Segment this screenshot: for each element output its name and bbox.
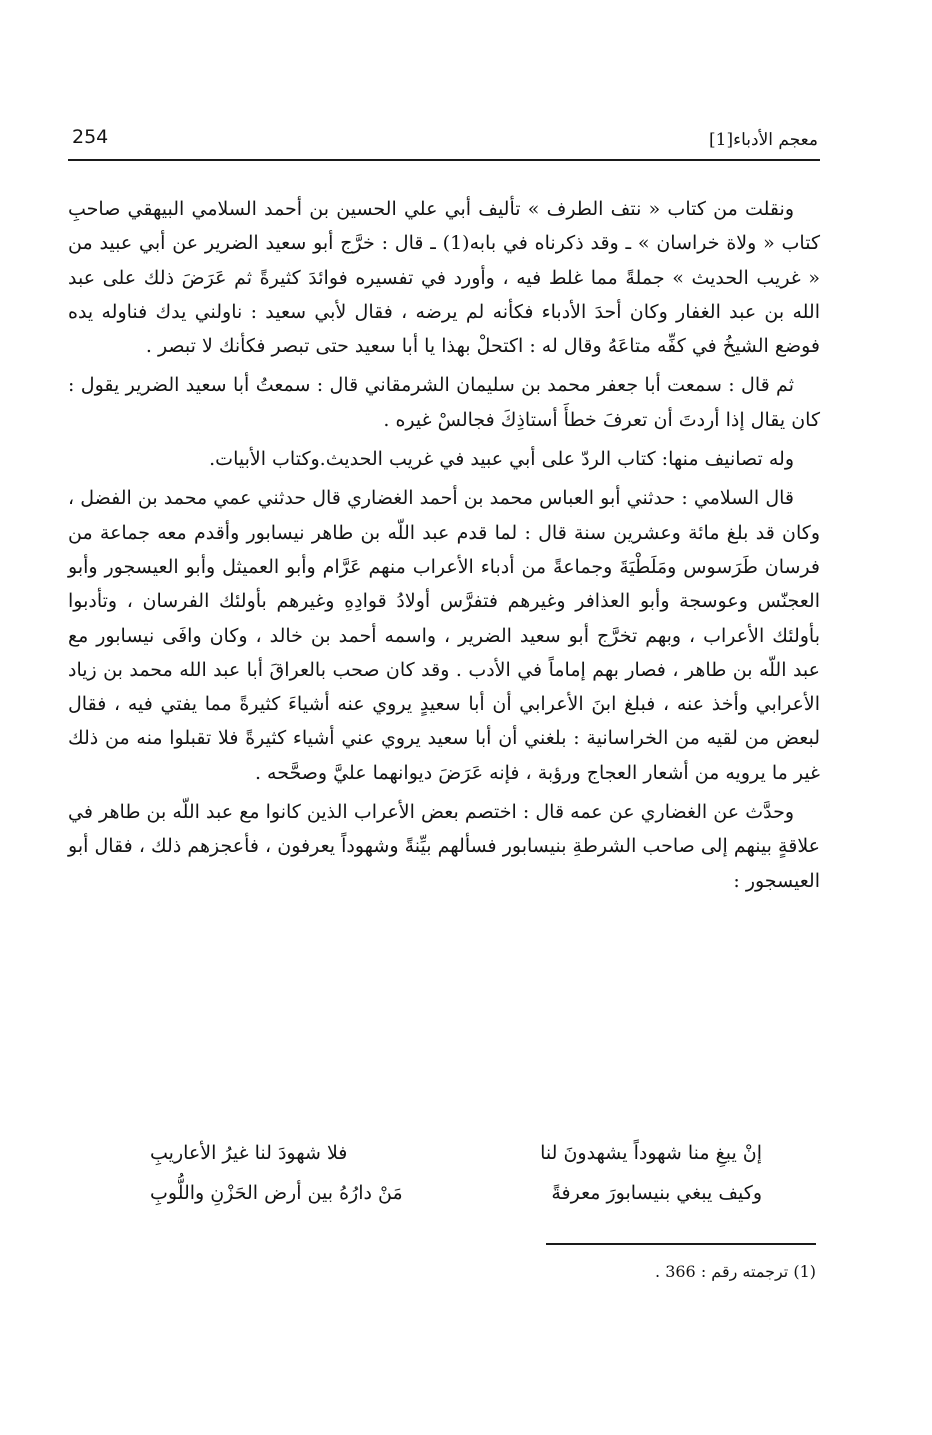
verse-line [150, 1182, 762, 1222]
paragraph-sharmaqani: ثم قال : سمعت أبا جعفر محمد بن سليمان الشرمقاني قال : سمعتُ أبا سعيد الضرير يقول : كان يقال إذا أردتَ أن تعرفَ خطأَ أستاذِكَ فجالسْ غيره . [68, 374, 820, 431]
verse-second-hemistich: فلا شهودَ لنا غيرُ الأعاريبِ [150, 1142, 348, 1164]
verse-first-hemistich: وكيف يبغي بنيسابورَ معرفةً [551, 1182, 762, 1204]
footnote-divider [546, 1243, 816, 1245]
page-number: 254 [72, 126, 109, 148]
paragraph-salami-citation: ونقلت من كتاب « نتف الطرف » تأليف أبي علي الحسين بن أحمد السلامي البيهقي صاحبِ كتاب « ولاة خراسان » ـ وقد ذكرناه في بابه(1) ـ قال : خرَّج أبو سعيد الضرير عن أبي عبيد من « غريب الحديث » جملةً مما غلط فيه ، وأورد في تفسيره فوائدَ كثيرةً ثم عَرَضَ ذلك على عبد الله بن عبد الغفار وكان أحدَ الأدباء فكأنه لم يرضه ، فقال لأبي سعيد : ناولني يدك فناوله يده فوضع الشيخُ في كفِّه متاعَهُ وقال له : اكتحلْ بهذا يا أبا سعيد حتى تبصر فكأنك لا تبصر . [68, 198, 820, 358]
verse-first-hemistich: إنْ يبغِ منا شهوداً يشهدونَ لنا [540, 1142, 762, 1164]
paragraph-ghadari: قال السلامي : حدثني أبو العباس محمد بن أحمد الغضاري قال حدثني عمي محمد بن الفضل ، وكان قد بلغ مائة وعشرين سنة قال : لما قدم عبد اللّه بن طاهر نيسابور وأقدم معه جماعة من فرسان طَرَسوس ومَلَطْيَةَ وجماعةً من أدباء الأعراب منهم عَرَّام وأبو العميثل وأبو العيسجور وأبو العجنّس وعوسجة وأبو العذافر وغيرهم فتفرَّس أولادُ قوادِهِ وغيرهم بأولئك الفرسان ، وتأدبوا بأولئك الأعراب ، وبهم تخرَّج أبو سعيد الضرير ، واسمه أحمد بن خالد ، وكان وافَى نيسابور مع عبد اللّه بن طاهر ، فصار بهم إماماً في الأدب . وقد كان صحب بالعراقَ أبا عبد الله محمد بن زياد الأعرابي وأخذ عنه ، فبلغ ابنَ الأعرابي أن أبا سعيدٍ يروي عنه أشياءَ كثيرةً مما يفتي فيه ، فقال لبعض من لقيه من الخراسانية : بلغني أن أبا سعيد يروي عني أشياء كثيرةً فلا تقبلوا منه من ذلك غير ما يرويه من أشعار العجاج ورؤبة ، فإنه عَرَضَ ديوانهما عليَّ وصحَّحه . [68, 487, 820, 784]
header-divider [68, 159, 820, 161]
verse-line [150, 1142, 762, 1182]
poem [150, 1142, 762, 1222]
main-text [68, 192, 820, 903]
verse-second-hemistich: مَنْ دارُهُ بين أرض الحَزْنِ واللُّوبِ [150, 1182, 403, 1204]
paragraph-dispute: وحدَّث عن الغضاري عن عمه قال : اختصم بعض الأعراب الذين كانوا مع عبد اللّه بن طاهر في علاقةٍ بينهم إلى صاحب الشرطةِ بنيسابور فسألهم بيِّنةً وشهوداً يعرفون ، فأعجزهم ذلك ، فقال أبو العيسجور : [68, 801, 820, 892]
running-title: معجم الأدباء[1] [709, 130, 818, 150]
paragraph-works: وله تصانيف منها: كتاب الردّ على أبي عبيد في غريب الحديث.وكتاب الأبيات. [209, 448, 794, 471]
page-header [72, 126, 818, 156]
footnote: (1) ترجمته رقم : 366 . [655, 1262, 816, 1281]
